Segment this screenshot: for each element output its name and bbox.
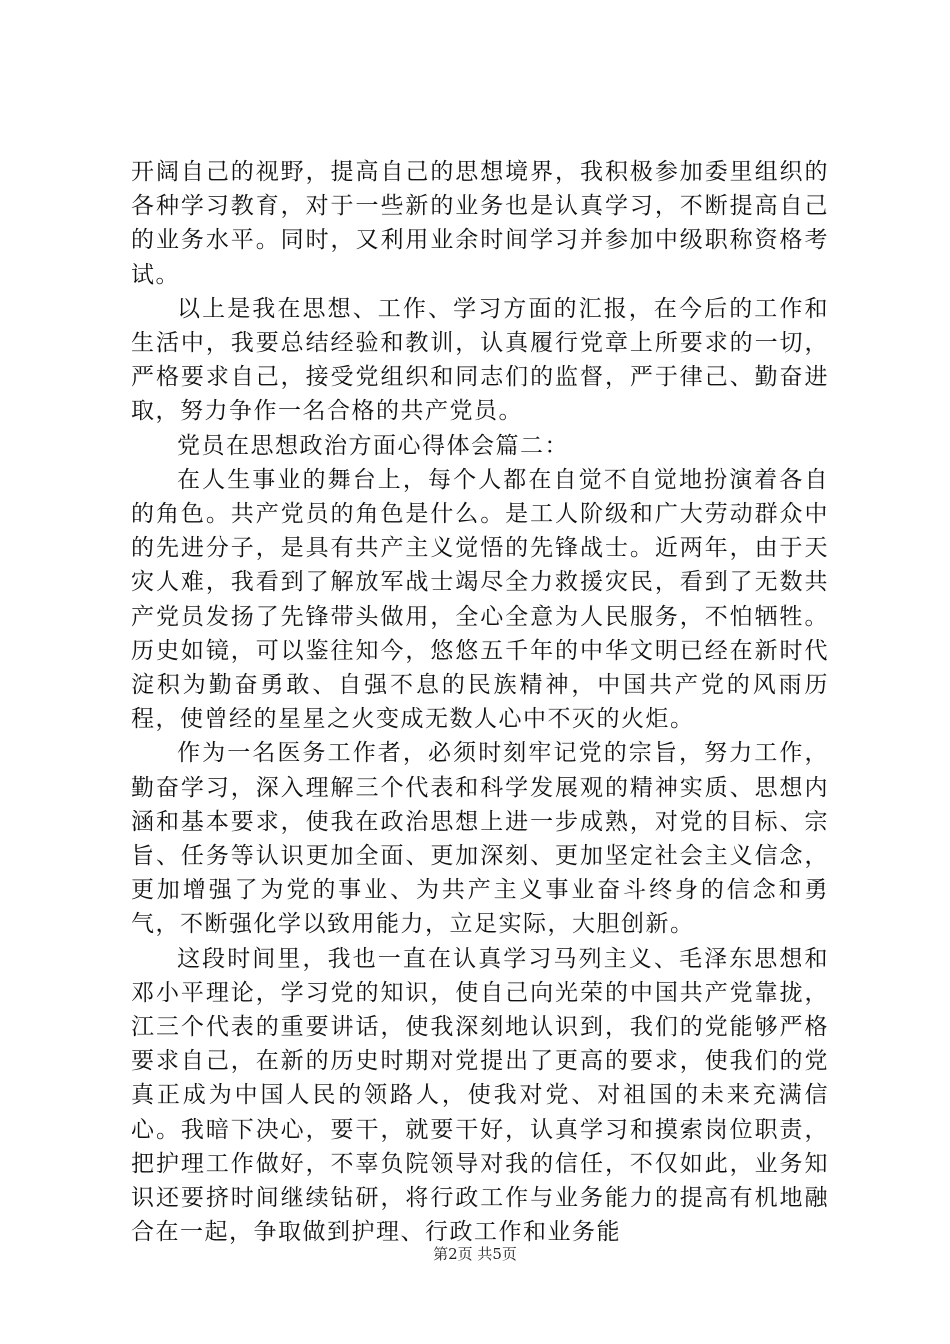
paragraph-study: 这段时间里，我也一直在认真学习马列主义、毛泽东思想和邓小平理论，学习党的知识，使自己向光荣的中国共产党靠拢，江三个代表的重要讲话，使我深刻地认识到，我们的党能够严格要求自己，在新的历史时期对党提出了更高的要求，使我们的党真正成为中国人民的领路人，使我对党、对祖国的未来充满信心。我暗下决心，要干，就要干好，认真学习和摸索岗位职责，把护理工作做好，不辜负院领导对我的信任，不仅如此，业务知识还要挤时间继续钻研，将行政工作与业务能力的提高有机地融合在一起，争取做到护理、行政工作和业务能 <box>131 945 829 1246</box>
paragraph-medical-worker: 作为一名医务工作者，必须时刻牢记党的宗旨，努力工作，勤奋学习，深入理解三个代表和科学发展观的精神实质、思想内涵和基本要求，使我在政治思想上进一步成熟，对党的目标、宗旨、任务等认识更加全面、更加深刻、更加坚定社会主义信念，更加增强了为党的事业、为共产主义事业奋斗终身的信念和勇气，不断强化学以致用能力，立足实际，大胆创新。 <box>131 740 829 938</box>
paragraph-continuation: 开阔自己的视野，提高自己的思想境界，我积极参加委里组织的各种学习教育，对于一些新的业务也是认真学习，不断提高自己的业务水平。同时，又利用业余时间学习并参加中级职称资格考试。 <box>131 159 829 288</box>
page-number-footer: 第2页 共5页 <box>433 1245 517 1263</box>
document-body <box>131 155 829 1250</box>
paragraph-role: 在人生事业的舞台上，每个人都在自觉不自觉地扮演着各自的角色。共产党员的角色是什么。是工人阶级和广大劳动群众中的先进分子，是具有共产主义觉悟的先锋战士。近两年，由于天灾人难，我看到了解放军战士竭尽全力救援灾民，看到了无数共产党员发扬了先锋带头做用，全心全意为人民服务，不怕牺牲。历史如镜，可以鉴往知今，悠悠五千年的中华文明已经在新时代淀积为勤奋勇敢、自强不息的民族精神，中国共产党的风雨历程，使曾经的星星之火变成无数人心中不灭的火炬。 <box>131 466 829 733</box>
section-heading: 党员在思想政治方面心得体会篇二： <box>177 432 569 459</box>
paragraph-summary: 以上是我在思想、工作、学习方面的汇报，在今后的工作和生活中，我要总结经验和教训，认真履行党章上所要求的一切，严格要求自己，接受党组织和同志们的监督，严于律己、勤奋进取，努力争作一名合格的共产党员。 <box>131 295 829 425</box>
